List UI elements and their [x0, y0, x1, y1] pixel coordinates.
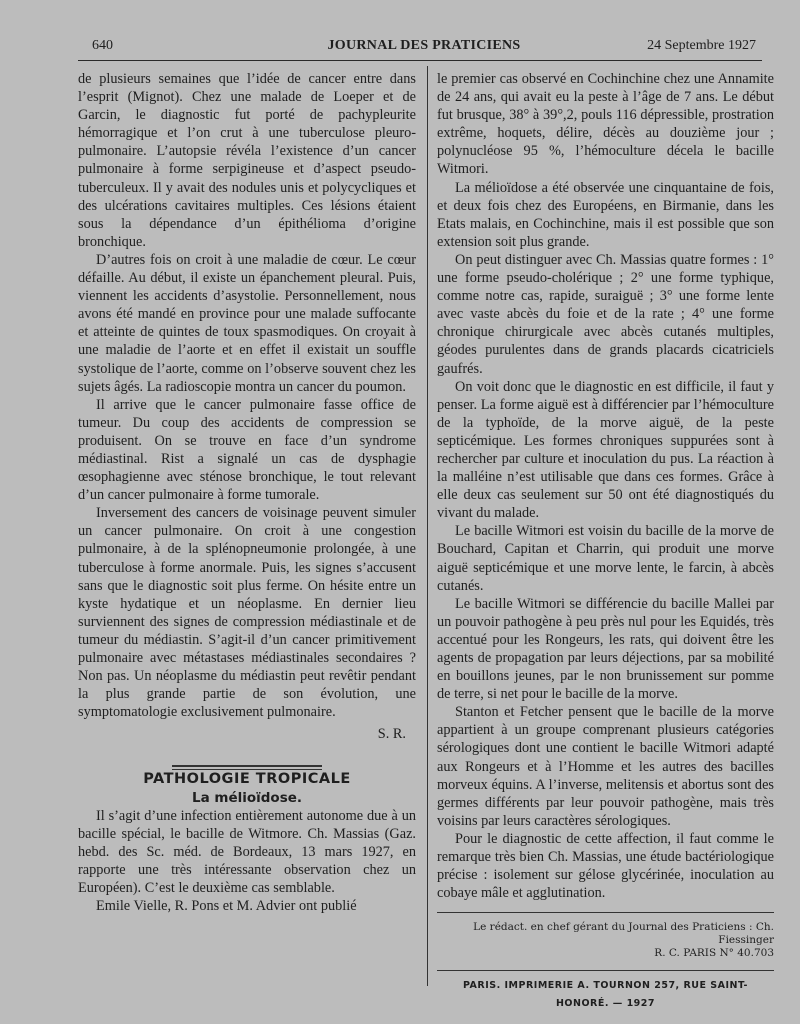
article-title: La mélioïdose.	[191, 789, 303, 806]
paragraph: Le bacille Witmori se différencie du bacille Mallei par un pouvoir pathogène à peu près nul pour les Equidés, très accentué pour les Rongeurs, les rats, qui doivent être les agents de propagation par leurs déjections, par sa mobilité en bouillons jeunes, par le non brunissement sur pomme de terre, si net pour le bacille de la morve.	[437, 595, 774, 703]
paragraph: Pour le diagnostic de cette affection, il faut comme le remarque très bien Ch. Massias, une étude bactériologique précise : isolement sur gélose glycérinée, inoculation au cobaye mâle et agglutination.	[437, 830, 774, 902]
paragraph: On voit donc que le diagnostic en est difficile, il faut y penser. La forme aiguë est à différencier par l’hémoculture de la typhoïde, de la morve aiguë, de la peste septicémique. Les formes chroniques suppurées sont à rechercher par culture et inoculation du pus. La réaction à la malléine n’est utilisable que dans ces formes. Grâce à elle deux cas seulement sur 50 ont été diagnostiqués du vivant du malade.	[437, 378, 774, 522]
paragraph: Le bacille Witmori est voisin du bacille de la morve de Bouchard, Capitan et Charrin, qui produit une morve aiguë septicémique et une morve lente, le farcin, à abcès cutanés.	[437, 523, 774, 594]
issue-date: 24 Septembre 1927	[647, 38, 756, 53]
section-heading: PATHOLOGIE TROPICALE	[143, 771, 351, 788]
author-signature: S. R.	[377, 726, 406, 743]
page-header	[92, 38, 756, 60]
paragraph: Inversement des cancers de voisinage peuvent simuler un cancer pulmonaire. On croit à une congestion pulmonaire, à de la splénopneumonie prolongée, à une tuberculose à forme anormale. Puis, les signes s’accusent sans que le diagnostic soit plus ferme. On hésite entre un kyste hydatique et un néoplasme. En dernier lieu surviennent des signes de compression médiastinale et de tumeur du médiastin. S’agit-il d’un cancer primitivement pulmonaire avec métastases médiastinales secondaires ? Non pas. Un néoplasme du médiastin peut revêtir pendant la plus grande partie de son évolution, une symptomatologie exclusivement pulmonaire.	[78, 505, 416, 721]
page-number: 640	[92, 38, 113, 53]
paragraph: Stanton et Fetcher pensent que le bacille de la morve appartient à un groupe comprenant plusieurs catégories sérologiques dont une contient le bacille Witmori adapté aux Rongeurs et à l’Homme et les autres des bacilles morveux équins. A l’inverse, melitensis et abortus sont des germes différents par leur pouvoir pathogène, mais très voisins par leurs caractères sérologiques.	[437, 704, 774, 829]
paragraph: le premier cas observé en Cochinchine chez une Annamite de 24 ans, qui avait eu la peste à l’âge de 7 ans. Le début fut brusque, 38° à 39°,2, pouls 116 dépressible, prostration extrême, hoquets, délire, décès au douzième jour ; polynucléose 95 %, l’hémoculture décela le bacille Witmori.	[437, 71, 774, 178]
footer-rule	[437, 970, 774, 971]
footer-rule	[437, 912, 774, 913]
journal-title: JOURNAL DES PRATICIENS	[327, 38, 521, 53]
paragraph: Il arrive que le cancer pulmonaire fasse office de tumeur. Du coup des accidents de compression se produisent. On se trouve en face d’un syndrome médiastinal. Rist a signalé un cas de dysphagie œsophagienne avec sténose bronchique, le tout relevant d’un cancer pulmonaire à forme tumorale.	[78, 396, 416, 504]
paragraph: On peut distinguer avec Ch. Massias quatre formes : 1° une forme pseudo-cholérique ; 2° une forme typhique, comme notre cas, rapide, suraiguë ; 3° une forme lente avec vaste abcès du foie et de la rate ; 4° une forme chronique chirurgicale avec abcès cutanés multiples, géodes purulentes dans de grands placards cicatriciels gaufrés.	[437, 251, 774, 377]
column-separator	[427, 66, 428, 986]
paragraph: D’autres fois on croit à une maladie de cœur. Le cœur défaille. Au début, il existe un épanchement pleural. Puis, viennent les accidents d’asystolie. Personnellement, nous avons été mandé en province pour une malade suffocante et atteinte de quintes de toux spasmodiques. On croyait à une maladie de l’aorte et en effet il existait un souffle systolique de l’aorte, comme on l’observe souvent chez les sujets âgés. La radioscopie montra un cancer du poumon.	[78, 251, 416, 395]
editor-credit-line: Le rédact. en chef gérant du Journal des Praticiens : Ch. Fiessinger	[473, 921, 774, 947]
paragraph: de plusieurs semaines que l’idée de cancer entre dans l’esprit (Mignot). Chez une malade de Loeper et de Garcin, le diagnostic fut porté de pachypleurite hémorragique et l’on crut à une tuberculose pleuro-pulmonaire. L’autopsie révéla l’existence d’un cancer pulmonaire à forme serpigineuse et d’aspect pseudo-tuberculeux. Il y avait des nodules unis et polycycliques et des ulcérations cavitaires multiples. Ces lésions étaient sous la dépendance d’un épithélioma d’origine bronchique.	[78, 71, 416, 250]
right-column	[437, 70, 774, 1014]
paragraph: La mélioïdose a été observée une cinquantaine de fois, et deux fois chez des Européens, en Birmanie, dans les Etats malais, en Cochinchine, mais il est possible que son extension soit plus grande.	[437, 179, 774, 250]
header-rule	[78, 60, 762, 61]
paragraph: Emile Vielle, R. Pons et M. Advier ont publié	[96, 898, 357, 915]
registration-number: R. C. PARIS N° 40.703	[654, 947, 774, 960]
left-column	[78, 70, 416, 915]
printer-imprint: PARIS. IMPRIMERIE A. TOURNON 257, RUE SAINT-HONORÉ. — 1927	[462, 980, 749, 1010]
paragraph: Il s’agit d’une infection entièrement autonome due à un bacille spécial, le bacille de Witmore. Ch. Massias (Gaz. hebd. des Sc. méd. de Bordeaux, 13 mars 1927, en rapporte une très intéressante observation chez un Européen). C’est le deuxième cas semblable.	[78, 807, 416, 897]
editor-credit	[437, 921, 774, 960]
